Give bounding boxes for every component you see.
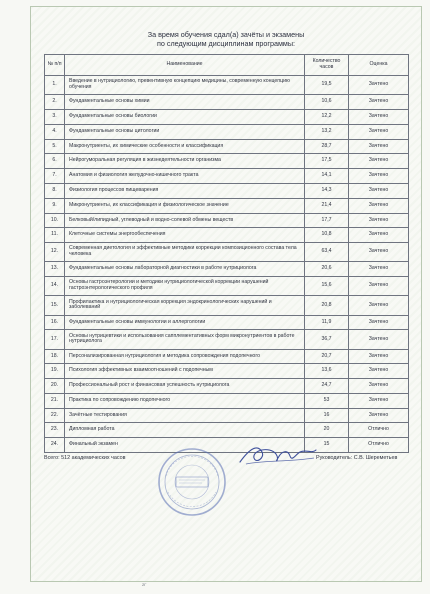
heading-line-2: по следующим дисциплинам программы:: [156, 39, 296, 48]
row-grade-cell: Зачтено: [349, 330, 409, 349]
column-header-number: № п/п: [45, 55, 65, 76]
row-number-cell: 19.: [45, 364, 65, 379]
row-hours-cell: 13,2: [305, 124, 349, 139]
row-grade-cell: Зачтено: [349, 139, 409, 154]
row-grade-cell: Зачтено: [349, 349, 409, 364]
row-name-cell: Белковый/липидный, углеводный и водно-солевой обмены веществ: [65, 213, 305, 228]
row-hours-cell: 28,7: [305, 139, 349, 154]
row-name-cell: Физиология процессов пищеварения: [65, 183, 305, 198]
row-name-cell: Фундаментальные основы химии: [65, 95, 305, 110]
row-hours-cell: 14,3: [305, 183, 349, 198]
row-number-cell: 23.: [45, 423, 65, 438]
row-name-cell: Основы гастроэнтерологии и методики нутрициологической коррекции нарушений гастроэнтерологического профиля: [65, 277, 305, 296]
row-grade-cell: Зачтено: [349, 169, 409, 184]
row-hours-cell: 20,6: [305, 262, 349, 277]
row-number-cell: 11.: [45, 228, 65, 243]
row-hours-cell: 63,4: [305, 243, 349, 262]
table-row: [45, 277, 409, 296]
row-name-cell: Клеточные системы энергообеспечения: [65, 228, 305, 243]
row-grade-cell: Отлично: [349, 438, 409, 453]
row-grade-cell: Зачтено: [349, 76, 409, 95]
row-number-cell: 9.: [45, 198, 65, 213]
supervisor-signature-line: Руководитель: С.В. Шереметьев: [316, 455, 398, 461]
column-header-grade: Оценка: [349, 55, 409, 76]
row-hours-cell: 15,6: [305, 277, 349, 296]
row-number-cell: 7.: [45, 169, 65, 184]
row-grade-cell: Зачтено: [349, 228, 409, 243]
disciplines-table: [44, 54, 409, 453]
row-number-cell: 13.: [45, 262, 65, 277]
row-number-cell: 17.: [45, 330, 65, 349]
row-grade-cell: Зачтено: [349, 379, 409, 394]
row-grade-cell: Отлично: [349, 423, 409, 438]
row-grade-cell: Зачтено: [349, 408, 409, 423]
row-name-cell: Современная диетология и эффективные методики коррекции композиционного состава тела человека: [65, 243, 305, 262]
table-row: [45, 262, 409, 277]
row-name-cell: Профессиональный рост и финансовая успешность нутрициолога: [65, 379, 305, 394]
row-name-cell: Фундаментальные основы иммунологии и аллергологии: [65, 315, 305, 330]
row-number-cell: 22.: [45, 408, 65, 423]
row-hours-cell: 14,1: [305, 169, 349, 184]
row-number-cell: 5.: [45, 139, 65, 154]
row-grade-cell: Зачтено: [349, 315, 409, 330]
table-row: [45, 124, 409, 139]
table-row: [45, 330, 409, 349]
row-number-cell: 1.: [45, 76, 65, 95]
row-number-cell: 10.: [45, 213, 65, 228]
row-hours-cell: 17,5: [305, 154, 349, 169]
row-grade-cell: Зачтено: [349, 154, 409, 169]
row-name-cell: Финальный экзамен: [65, 438, 305, 453]
table-row: [45, 379, 409, 394]
row-grade-cell: Зачтено: [349, 243, 409, 262]
row-name-cell: Профилактика и нутрициологическая коррекция эндокринологических нарушений и заболеваний: [65, 296, 305, 315]
row-hours-cell: 12,2: [305, 109, 349, 124]
row-hours-cell: 36,7: [305, 330, 349, 349]
row-hours-cell: 10,6: [305, 95, 349, 110]
row-name-cell: Фундаментальные основы биологии: [65, 109, 305, 124]
row-name-cell: Микронутриенты, их классификация и физиологическое значение: [65, 198, 305, 213]
row-number-cell: 3.: [45, 109, 65, 124]
table-row: [45, 243, 409, 262]
row-name-cell: Введение в нутрициологию, превентивную концепцию медицины, современную концепцию обучения: [65, 76, 305, 95]
row-name-cell: Дипломная работа: [65, 423, 305, 438]
row-hours-cell: 20,7: [305, 349, 349, 364]
row-grade-cell: Зачтено: [349, 124, 409, 139]
row-number-cell: 15.: [45, 296, 65, 315]
row-grade-cell: Зачтено: [349, 213, 409, 228]
row-hours-cell: 15: [305, 438, 349, 453]
row-number-cell: 12.: [45, 243, 65, 262]
row-number-cell: 4.: [45, 124, 65, 139]
column-header-name: Наименование: [65, 55, 305, 76]
row-grade-cell: Зачтено: [349, 183, 409, 198]
row-grade-cell: Зачтено: [349, 262, 409, 277]
table-row: [45, 198, 409, 213]
row-name-cell: Фундаментальные основы цитологии: [65, 124, 305, 139]
row-grade-cell: Зачтено: [349, 198, 409, 213]
row-number-cell: 21.: [45, 393, 65, 408]
table-row: [45, 315, 409, 330]
table-row: [45, 154, 409, 169]
row-hours-cell: 10,8: [305, 228, 349, 243]
row-hours-cell: 13,6: [305, 364, 349, 379]
table-row: [45, 213, 409, 228]
row-name-cell: Нейрогуморальная регуляция в жизнедеятельности организма: [65, 154, 305, 169]
row-number-cell: 24.: [45, 438, 65, 453]
table-header-row: [45, 55, 409, 76]
table-body: [45, 76, 409, 453]
total-hours: Всего: 512 академических часов: [44, 455, 126, 461]
row-number-cell: 14.: [45, 277, 65, 296]
page-heading: [30, 30, 422, 48]
row-number-cell: 16.: [45, 315, 65, 330]
row-grade-cell: Зачтено: [349, 393, 409, 408]
row-hours-cell: 20: [305, 423, 349, 438]
table-row: [45, 76, 409, 95]
table-row: [45, 349, 409, 364]
row-name-cell: Психология эффективных взаимоотношений с подопечным: [65, 364, 305, 379]
row-number-cell: 20.: [45, 379, 65, 394]
table-row: [45, 183, 409, 198]
table-row: [45, 228, 409, 243]
column-header-hours: Количество часов: [305, 55, 349, 76]
table-row: [45, 408, 409, 423]
row-name-cell: Макронутриенты, их химические особенности и классификация: [65, 139, 305, 154]
row-name-cell: Практика по сопровождению подопечного: [65, 393, 305, 408]
row-hours-cell: 19,5: [305, 76, 349, 95]
heading-line-1: За время обучения сдал(а) зачёты и экзамены: [147, 30, 305, 39]
row-grade-cell: Зачтено: [349, 364, 409, 379]
row-name-cell: Фундаментальные основы лабораторной диагностики в работе нутрициолога: [65, 262, 305, 277]
row-name-cell: Зачётные тестирования: [65, 408, 305, 423]
table-row: [45, 95, 409, 110]
table-row: [45, 109, 409, 124]
round-seal-stamp: [156, 446, 228, 518]
row-hours-cell: 17,7: [305, 213, 349, 228]
row-grade-cell: Зачтено: [349, 277, 409, 296]
row-number-cell: 2.: [45, 95, 65, 110]
table-row: [45, 364, 409, 379]
row-name-cell: Персонализированная нутрициология и методика сопровождения подопечного: [65, 349, 305, 364]
row-grade-cell: Зачтено: [349, 95, 409, 110]
row-name-cell: Основы нутрицевтики и использования сапплементативных форм микронутриентов в работе нутрициолога: [65, 330, 305, 349]
table-row: [45, 169, 409, 184]
table-row: [45, 296, 409, 315]
row-grade-cell: Зачтено: [349, 109, 409, 124]
row-hours-cell: 21,4: [305, 198, 349, 213]
row-number-cell: 18.: [45, 349, 65, 364]
row-hours-cell: 20,8: [305, 296, 349, 315]
handwritten-signature: [236, 440, 320, 470]
table-row: [45, 423, 409, 438]
row-name-cell: Анатомия и физиология желудочно-кишечного тракта: [65, 169, 305, 184]
row-hours-cell: 16: [305, 408, 349, 423]
row-hours-cell: 11,9: [305, 315, 349, 330]
row-number-cell: 6.: [45, 154, 65, 169]
row-hours-cell: 53: [305, 393, 349, 408]
row-hours-cell: 24,7: [305, 379, 349, 394]
table-row: [45, 139, 409, 154]
table-row: [45, 393, 409, 408]
page-footnote: 2Г: [142, 582, 147, 587]
row-grade-cell: Зачтено: [349, 296, 409, 315]
row-number-cell: 8.: [45, 183, 65, 198]
